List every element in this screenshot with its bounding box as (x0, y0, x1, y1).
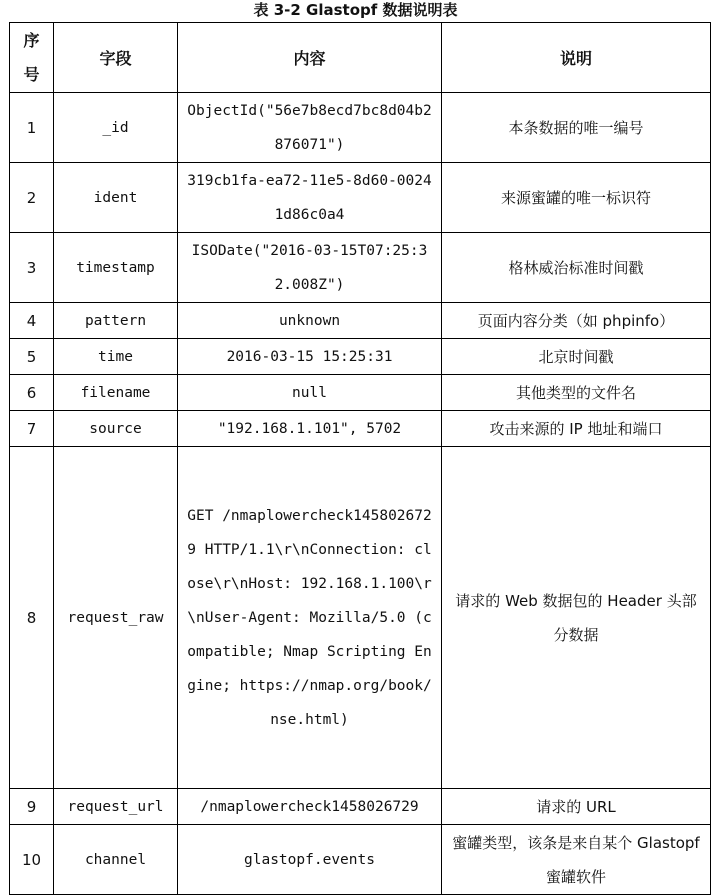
header-seq-line2: 号 (23, 64, 40, 84)
table-row (10, 93, 711, 163)
row-content: /nmaplowercheck1458026729 (178, 789, 442, 825)
table-row (10, 447, 711, 789)
table-row (10, 825, 711, 895)
row-field: _id (54, 93, 178, 163)
row-desc: 请求的 Web 数据包的 Header 头部分数据 (442, 447, 711, 789)
row-seq: 5 (10, 339, 54, 375)
row-field: request_raw (54, 447, 178, 789)
row-content: ObjectId("56e7b8ecd7bc8d04b2876071") (178, 93, 442, 163)
row-seq: 8 (10, 447, 54, 789)
row-desc: 格林威治标准时间戳 (442, 233, 711, 303)
row-field: request_url (54, 789, 178, 825)
header-seq (10, 23, 54, 93)
row-content: glastopf.events (178, 825, 442, 895)
table-row (10, 375, 711, 411)
table-row (10, 339, 711, 375)
header-desc: 说明 (442, 23, 711, 93)
header-field: 字段 (54, 23, 178, 93)
row-field: time (54, 339, 178, 375)
header-content: 内容 (178, 23, 442, 93)
header-row (10, 23, 711, 93)
row-seq: 3 (10, 233, 54, 303)
row-desc: 蜜罐类型，该条是来自某个 Glastopf 蜜罐软件 (442, 825, 711, 895)
row-content: 319cb1fa-ea72-11e5-8d60-00241d86c0a4 (178, 163, 442, 233)
row-field: ident (54, 163, 178, 233)
table-row (10, 303, 711, 339)
row-seq: 2 (10, 163, 54, 233)
header-seq-line1: 序 (23, 30, 40, 50)
row-field: source (54, 411, 178, 447)
row-content: unknown (178, 303, 442, 339)
row-desc: 来源蜜罐的唯一标识符 (442, 163, 711, 233)
row-desc: 页面内容分类（如 phpinfo） (442, 303, 711, 339)
row-seq: 1 (10, 93, 54, 163)
row-seq: 6 (10, 375, 54, 411)
table-row (10, 233, 711, 303)
row-desc: 其他类型的文件名 (442, 375, 711, 411)
row-seq: 4 (10, 303, 54, 339)
table-caption: 表 3-2 Glastopf 数据说明表 (253, 1, 458, 19)
row-content: GET /nmaplowercheck1458026729 HTTP/1.1\r\nConnection: close\r\nHost: 192.168.1.100\r\nUser-Agent: Mozilla/5.0 (compatible; Nmap Scripting Engine; https://nmap.org/book/nse.html) (178, 447, 442, 789)
table-row (10, 411, 711, 447)
row-seq: 7 (10, 411, 54, 447)
row-content: 2016-03-15 15:25:31 (178, 339, 442, 375)
row-seq: 9 (10, 789, 54, 825)
row-field: timestamp (54, 233, 178, 303)
glastopf-data-table (9, 22, 711, 895)
row-content: null (178, 375, 442, 411)
row-seq: 10 (10, 825, 54, 895)
row-field: channel (54, 825, 178, 895)
row-desc: 攻击来源的 IP 地址和端口 (442, 411, 711, 447)
row-field: pattern (54, 303, 178, 339)
row-desc: 北京时间戳 (442, 339, 711, 375)
table-row (10, 789, 711, 825)
row-desc: 请求的 URL (442, 789, 711, 825)
row-content: "192.168.1.101", 5702 (178, 411, 442, 447)
row-desc: 本条数据的唯一编号 (442, 93, 711, 163)
row-content: ISODate("2016-03-15T07:25:32.008Z") (178, 233, 442, 303)
table-row (10, 163, 711, 233)
row-field: filename (54, 375, 178, 411)
